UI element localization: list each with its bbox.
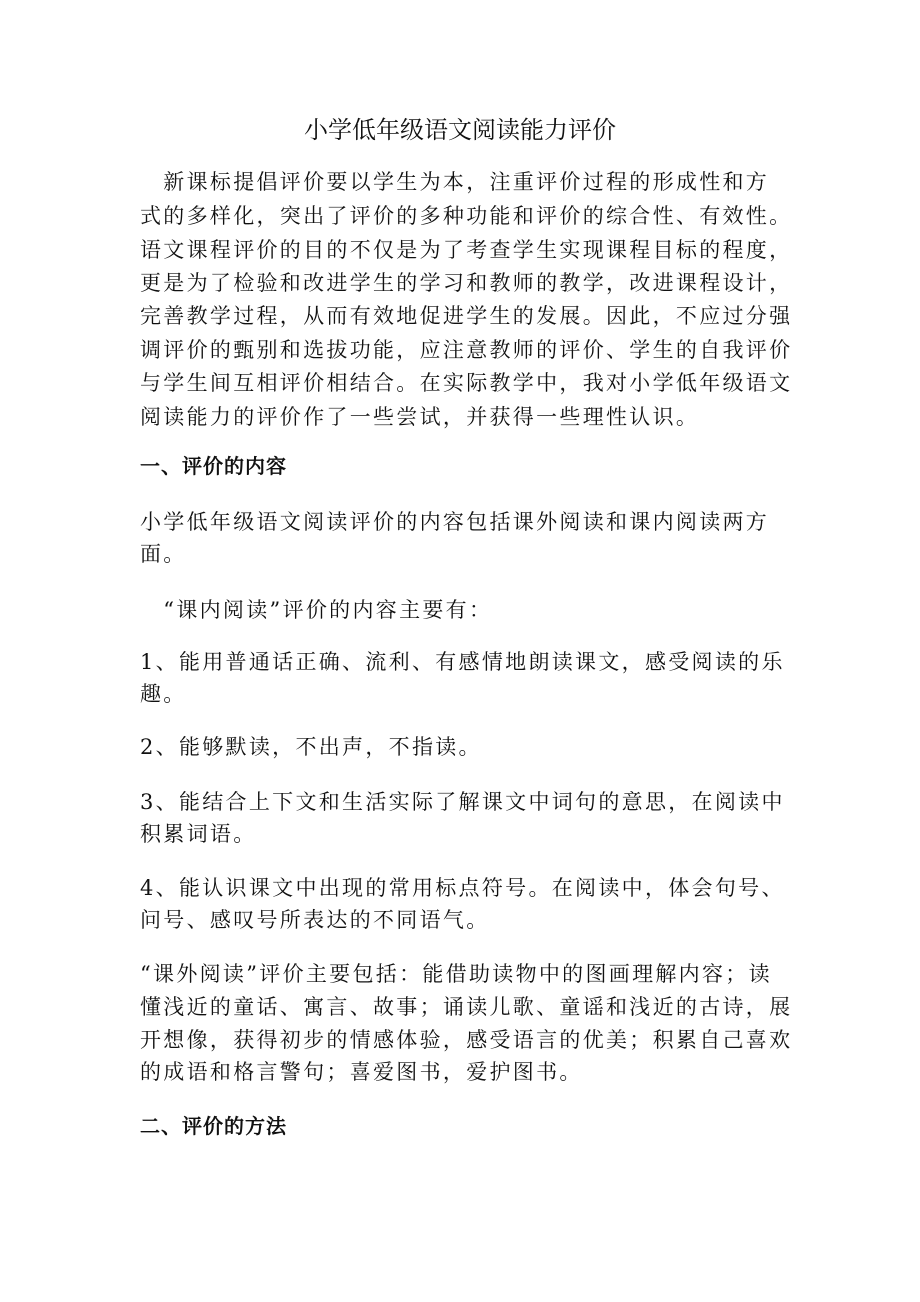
in-class-reading-intro: “课内阅读”评价的内容主要有： (140, 598, 493, 622)
section-heading-methods: 二、评价的方法 (140, 1114, 287, 1138)
item-line: 4、能认识课文中出现的常用标点符号。在阅读中，体会句号、 (140, 876, 785, 900)
item-line: 1、能用普通话正确、流利、有感情地朗读课文，感受阅读的乐 (140, 650, 785, 674)
item-line: 趣。 (140, 682, 187, 706)
intro-line: 与学生间互相评价相结合。在实际教学中，我对小学低年级语文 (140, 371, 793, 395)
document-title: 小学低年级语文阅读能力评价 (304, 116, 616, 144)
extracurricular-line: “课外阅读”评价主要包括：能借助读物中的图画理解内容；读 (140, 962, 772, 986)
intro-line: 式的多样化，突出了评价的多种功能和评价的综合性、有效性。 (140, 204, 793, 228)
item-line: 3、能结合上下文和生活实际了解课文中词句的意思，在阅读中 (140, 790, 785, 814)
overview-line: 小学低年级语文阅读评价的内容包括课外阅读和课内阅读两方 (140, 510, 770, 534)
item-line: 2、能够默读，不出声，不指读。 (140, 735, 482, 759)
section-heading-content: 一、评价的内容 (140, 454, 287, 478)
intro-line: 调评价的甄别和选拔功能，应注意教师的评价、学生的自我评价 (140, 338, 793, 362)
extracurricular-line: 懂浅近的童话、寓言、故事；诵读儿歌、童谣和浅近的古诗，展 (140, 995, 793, 1019)
item-line: 积累词语。 (140, 822, 257, 846)
intro-line: 完善教学过程，从而有效地促进学生的发展。因此，不应过分强 (140, 304, 793, 328)
extracurricular-line: 开想像，获得初步的情感体验，感受语言的优美；积累自己喜欢 (140, 1028, 793, 1052)
item-line: 问号、感叹号所表达的不同语气。 (140, 908, 490, 932)
intro-line: 新课标提倡评价要以学生为本，注重评价过程的形成性和方 (140, 170, 770, 194)
extracurricular-line: 的成语和格言警句；喜爱图书，爱护图书。 (140, 1060, 583, 1084)
intro-line: 更是为了检验和改进学生的学习和教师的教学，改进课程设计， (140, 271, 793, 295)
overview-line: 面。 (140, 542, 187, 566)
intro-line: 阅读能力的评价作了一些尝试，并获得一些理性认识。 (140, 405, 700, 429)
intro-line: 语文课程评价的目的不仅是为了考查学生实现课程目标的程度， (140, 238, 793, 262)
